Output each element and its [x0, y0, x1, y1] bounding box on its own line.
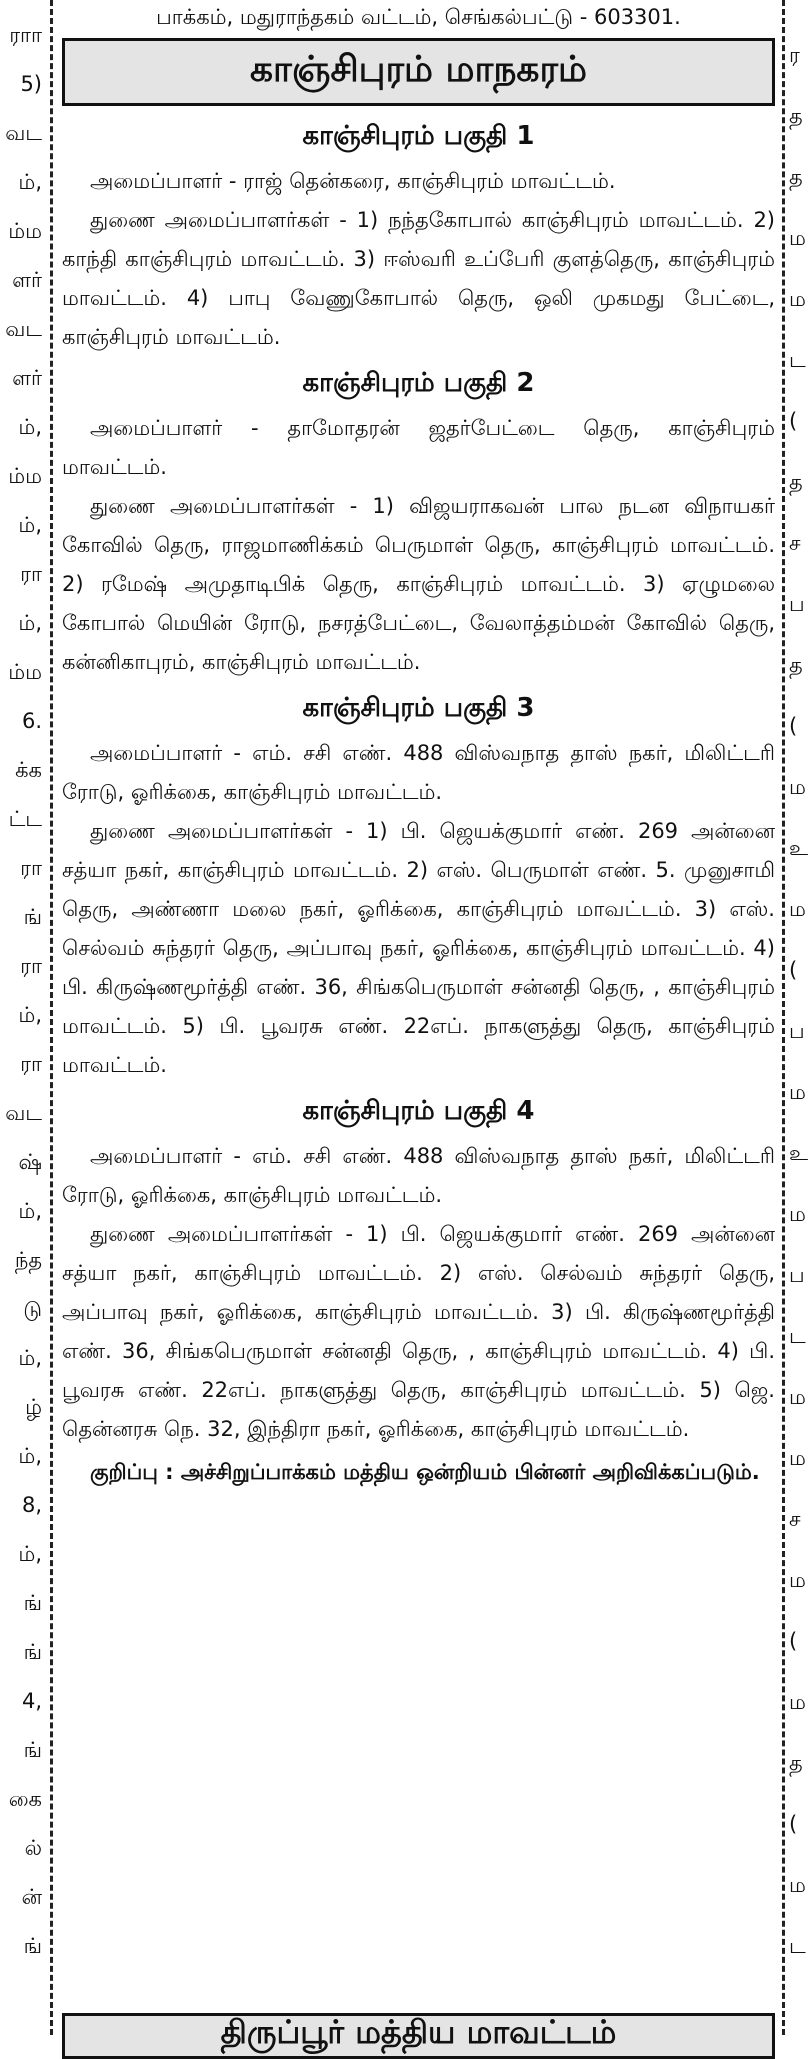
- deputy-organizers-paragraph: துணை அமைப்பாளர்கள் - 1) பி. ஜெயக்குமார் எண். 269 அன்னை சத்யா நகர், காஞ்சிபுரம் மாவட்டம். 2) எஸ். பெருமாள் எண். 5. முனுசாமி தெரு, அண்ணா மலை நகர், ஓரிக்கை, காஞ்சிபுரம் மாவட்டம். 3) எஸ். செல்வம் சுந்தரர் தெரு, அப்பாவு நகர், ஓரிக்கை, காஞ்சிபுரம் மாவட்டம். 4) பி. கிருஷ்ணமூர்த்தி எண். 36, சிங்கபெருமாள் சன்னதி தெரு, , காஞ்சிபுரம் மாவட்டம். 5) பி. பூவரசு எண். 22எப். நாகளுத்து தெரு, காஞ்சிபுரம் மாவட்டம்.: [62, 819, 775, 1077]
- section-3: [62, 688, 775, 1085]
- adjacent-column-fragment: வட: [5, 1101, 42, 1125]
- section-heading: காஞ்சிபுரம் பகுதி 1: [302, 121, 535, 151]
- adjacent-column-fragment: க்க: [15, 758, 42, 782]
- section-banner: காஞ்சிபுரம் மாநகரம்: [62, 38, 775, 106]
- note-paragraph: குறிப்பு : அச்சிறுப்பாக்கம் மத்திய ஒன்றியம் பின்னர் அறிவிக்கப்படும்.: [90, 1460, 760, 1484]
- section-1: [62, 116, 775, 357]
- adjacent-column-fragment: த: [789, 470, 803, 494]
- adjacent-column-fragment: ங்: [23, 1591, 42, 1615]
- adjacent-column-fragment: ம: [789, 1385, 806, 1409]
- adjacent-column-fragment: ஷ்: [18, 1150, 42, 1174]
- adjacent-column-fragment: ம்,: [18, 513, 42, 537]
- deputy-organizers-paragraph: துணை அமைப்பாளர்கள் - 1) விஜயராகவன் பால நடன விநாயகர் கோவில் தெரு, ராஜமாணிக்கம் பெருமாள் தெரு, காஞ்சிபுரம் மாவட்டம். 2) ரமேஷ் அமுதாடிபிக் தெரு, காஞ்சிபுரம் மாவட்டம். 3) ஏழுமலை கோபால் மெயின் ரோடு, நசரத்பேட்டை, வேலாத்தம்மன் கோவில் தெரு, கன்னிகாபுரம், காஞ்சிபுரம் மாவட்டம்.: [62, 494, 775, 674]
- adjacent-column-fragment: ம்ம: [8, 219, 42, 243]
- section-heading: காஞ்சிபுரம் பகுதி 3: [302, 693, 535, 723]
- adjacent-column-fragment: ம: [789, 1202, 806, 1226]
- adjacent-column-fragment: த: [789, 104, 803, 128]
- adjacent-column-fragment: (: [789, 958, 798, 982]
- adjacent-column-fragment: ழ்: [25, 1395, 42, 1419]
- adjacent-column-fragment: ம்,: [18, 170, 42, 194]
- adjacent-column-fragment: கை: [8, 1787, 42, 1811]
- adjacent-column-fragment: ங்: [23, 1640, 42, 1664]
- adjacent-column-fragment: ராா: [9, 23, 42, 47]
- adjacent-column-fragment: ங்: [23, 1738, 42, 1762]
- adjacent-column-fragment: ம்,: [18, 1346, 42, 1370]
- adjacent-column-fragment: ம: [789, 287, 806, 311]
- section-2: [62, 363, 775, 682]
- deputy-organizers-paragraph: துணை அமைப்பாளர்கள் - 1) நந்தகோபால் காஞ்சிபுரம் மாவட்டம். 2) காந்தி காஞ்சிபுரம் மாவட்டம். 3) ஈஸ்வரி உப்பேரி குளத்தெரு, காஞ்சிபுரம் மாவட்டம். 4) பாபு வேணுகோபால் தெரு, ஒலி முகமது பேட்டை, காஞ்சிபுரம் மாவட்டம்.: [62, 208, 775, 349]
- adjacent-column-fragment: ரா: [20, 1052, 42, 1076]
- adjacent-column-fragment: ட: [789, 1324, 806, 1348]
- adjacent-column-fragment: ட்ட: [8, 807, 42, 831]
- adjacent-column-fragment: உ: [789, 836, 808, 860]
- adjacent-column-fragment: ச: [789, 1507, 801, 1531]
- section-heading: காஞ்சிபுரம் பகுதி 2: [302, 368, 535, 398]
- adjacent-column-fragment: ம: [789, 1080, 806, 1104]
- adjacent-column-fragment: ளர்: [12, 366, 42, 390]
- adjacent-column-fragment: ப: [789, 592, 805, 616]
- adjacent-column-fragment: (: [789, 409, 798, 433]
- main-column: [62, 0, 775, 1492]
- adjacent-column-fragment: ப: [789, 1019, 805, 1043]
- adjacent-column-fragment: ரா: [20, 954, 42, 978]
- organizer-paragraph: அமைப்பாளர் - எம். சசி எண். 488 விஸ்வநாத தாஸ் நகர், மிலிட்டரி ரோடு, ஓரிக்கை, காஞ்சிபுரம் மாவட்டம்.: [62, 741, 775, 804]
- adjacent-column-fragment: ந்த: [14, 1248, 42, 1272]
- adjacent-column-fragment: வட: [5, 317, 42, 341]
- adjacent-column-fragment: (: [789, 1812, 798, 1836]
- adjacent-column-fragment: 4,: [21, 1689, 42, 1713]
- organizer-paragraph: அமைப்பாளர் - எம். சசி எண். 488 விஸ்வநாத தாஸ் நகர், மிலிட்டரி ரோடு, ஓரிக்கை, காஞ்சிபுரம் மாவட்டம்.: [62, 1144, 775, 1207]
- adjacent-column-fragment: ட: [789, 1934, 806, 1958]
- adjacent-column-fragment: ம்ம: [8, 464, 42, 488]
- deputy-organizers-paragraph: துணை அமைப்பாளர்கள் - 1) பி. ஜெயக்குமார் எண். 269 அன்னை சத்யா நகர், காஞ்சிபுரம் மாவட்டம். 2) எஸ். செல்வம் சுந்தரர் தெரு, அப்பாவு நகர், ஓரிக்கை, காஞ்சிபுரம் மாவட்டம். 3) பி. கிருஷ்ணமூர்த்தி எண். 36, சிங்கபெருமாள் சன்னதி தெரு, , காஞ்சிபுரம் மாவட்டம். 4) பி. பூவரசு எண். 22எப். நாகளுத்து தெரு, காஞ்சிபுரம் மாவட்டம். 5) ஜெ. தென்னரசு நெ. 32, இந்திரா நகர், ஓரிக்கை, காஞ்சிபுரம் மாவட்டம்.: [62, 1222, 775, 1441]
- section-heading: காஞ்சிபுரம் பகுதி 4: [302, 1096, 535, 1126]
- previous-section-tail: பாக்கம், மதுராந்தகம் வட்டம், செங்கல்பட்டு - 603301.: [156, 5, 681, 29]
- adjacent-column-fragment: ல்: [24, 1836, 42, 1860]
- right-column-fragments: [789, 0, 808, 2035]
- adjacent-column-fragment: ம்,: [18, 1003, 42, 1027]
- adjacent-column-fragment: வட: [5, 121, 42, 145]
- adjacent-column-fragment: ம: [789, 1446, 806, 1470]
- adjacent-column-fragment: த: [789, 653, 803, 677]
- adjacent-column-fragment: ம: [789, 226, 806, 250]
- adjacent-column-fragment: ம்,: [18, 1199, 42, 1223]
- adjacent-column-fragment: ர: [789, 43, 800, 67]
- adjacent-column-fragment: டு: [23, 1297, 42, 1321]
- adjacent-column-fragment: 6.: [21, 709, 42, 733]
- adjacent-column-fragment: ம: [789, 897, 806, 921]
- adjacent-column-fragment: ங்: [23, 1934, 42, 1958]
- adjacent-column-fragment: ரா: [20, 856, 42, 880]
- adjacent-column-fragment: உ: [789, 1141, 808, 1165]
- organizer-paragraph: அமைப்பாளர் - ராஜ் தென்கரை, காஞ்சிபுரம் மாவட்டம்.: [90, 169, 616, 193]
- organizer-paragraph: அமைப்பாளர் - தாமோதரன் ஜதர்பேட்டை தெரு, காஞ்சிபுரம் மாவட்டம்.: [62, 416, 775, 479]
- adjacent-column-fragment: ம: [789, 1568, 806, 1592]
- right-column-divider: [782, 0, 785, 2035]
- left-column-fragments: [0, 0, 44, 2035]
- adjacent-column-fragment: ப: [789, 1263, 805, 1287]
- adjacent-column-fragment: ன்: [21, 1885, 42, 1909]
- adjacent-column-fragment: ங்: [23, 905, 42, 929]
- adjacent-column-fragment: (: [789, 1629, 798, 1653]
- adjacent-column-fragment: த: [789, 1751, 803, 1775]
- adjacent-column-fragment: ரா: [20, 562, 42, 586]
- adjacent-column-fragment: ம்,: [18, 415, 42, 439]
- left-column-divider: [50, 0, 53, 2035]
- adjacent-column-fragment: ளர்: [12, 268, 42, 292]
- adjacent-column-fragment: ம: [789, 1690, 806, 1714]
- adjacent-column-fragment: ம: [789, 775, 806, 799]
- next-section-banner: திருப்பூர் மத்திய மாவட்டம்: [62, 2013, 775, 2059]
- adjacent-column-fragment: ச: [789, 531, 801, 555]
- adjacent-column-fragment: ட: [789, 348, 806, 372]
- adjacent-column-fragment: ம: [789, 1873, 806, 1897]
- adjacent-column-fragment: ம்,: [18, 1542, 42, 1566]
- adjacent-column-fragment: (: [789, 714, 798, 738]
- adjacent-column-fragment: ம்ம: [8, 660, 42, 684]
- adjacent-column-fragment: 8,: [21, 1493, 42, 1517]
- section-4: [62, 1091, 775, 1449]
- adjacent-column-fragment: ம்,: [18, 611, 42, 635]
- adjacent-column-fragment: 5): [20, 72, 42, 96]
- adjacent-column-fragment: ம்,: [18, 1444, 42, 1468]
- adjacent-column-fragment: த: [789, 165, 803, 189]
